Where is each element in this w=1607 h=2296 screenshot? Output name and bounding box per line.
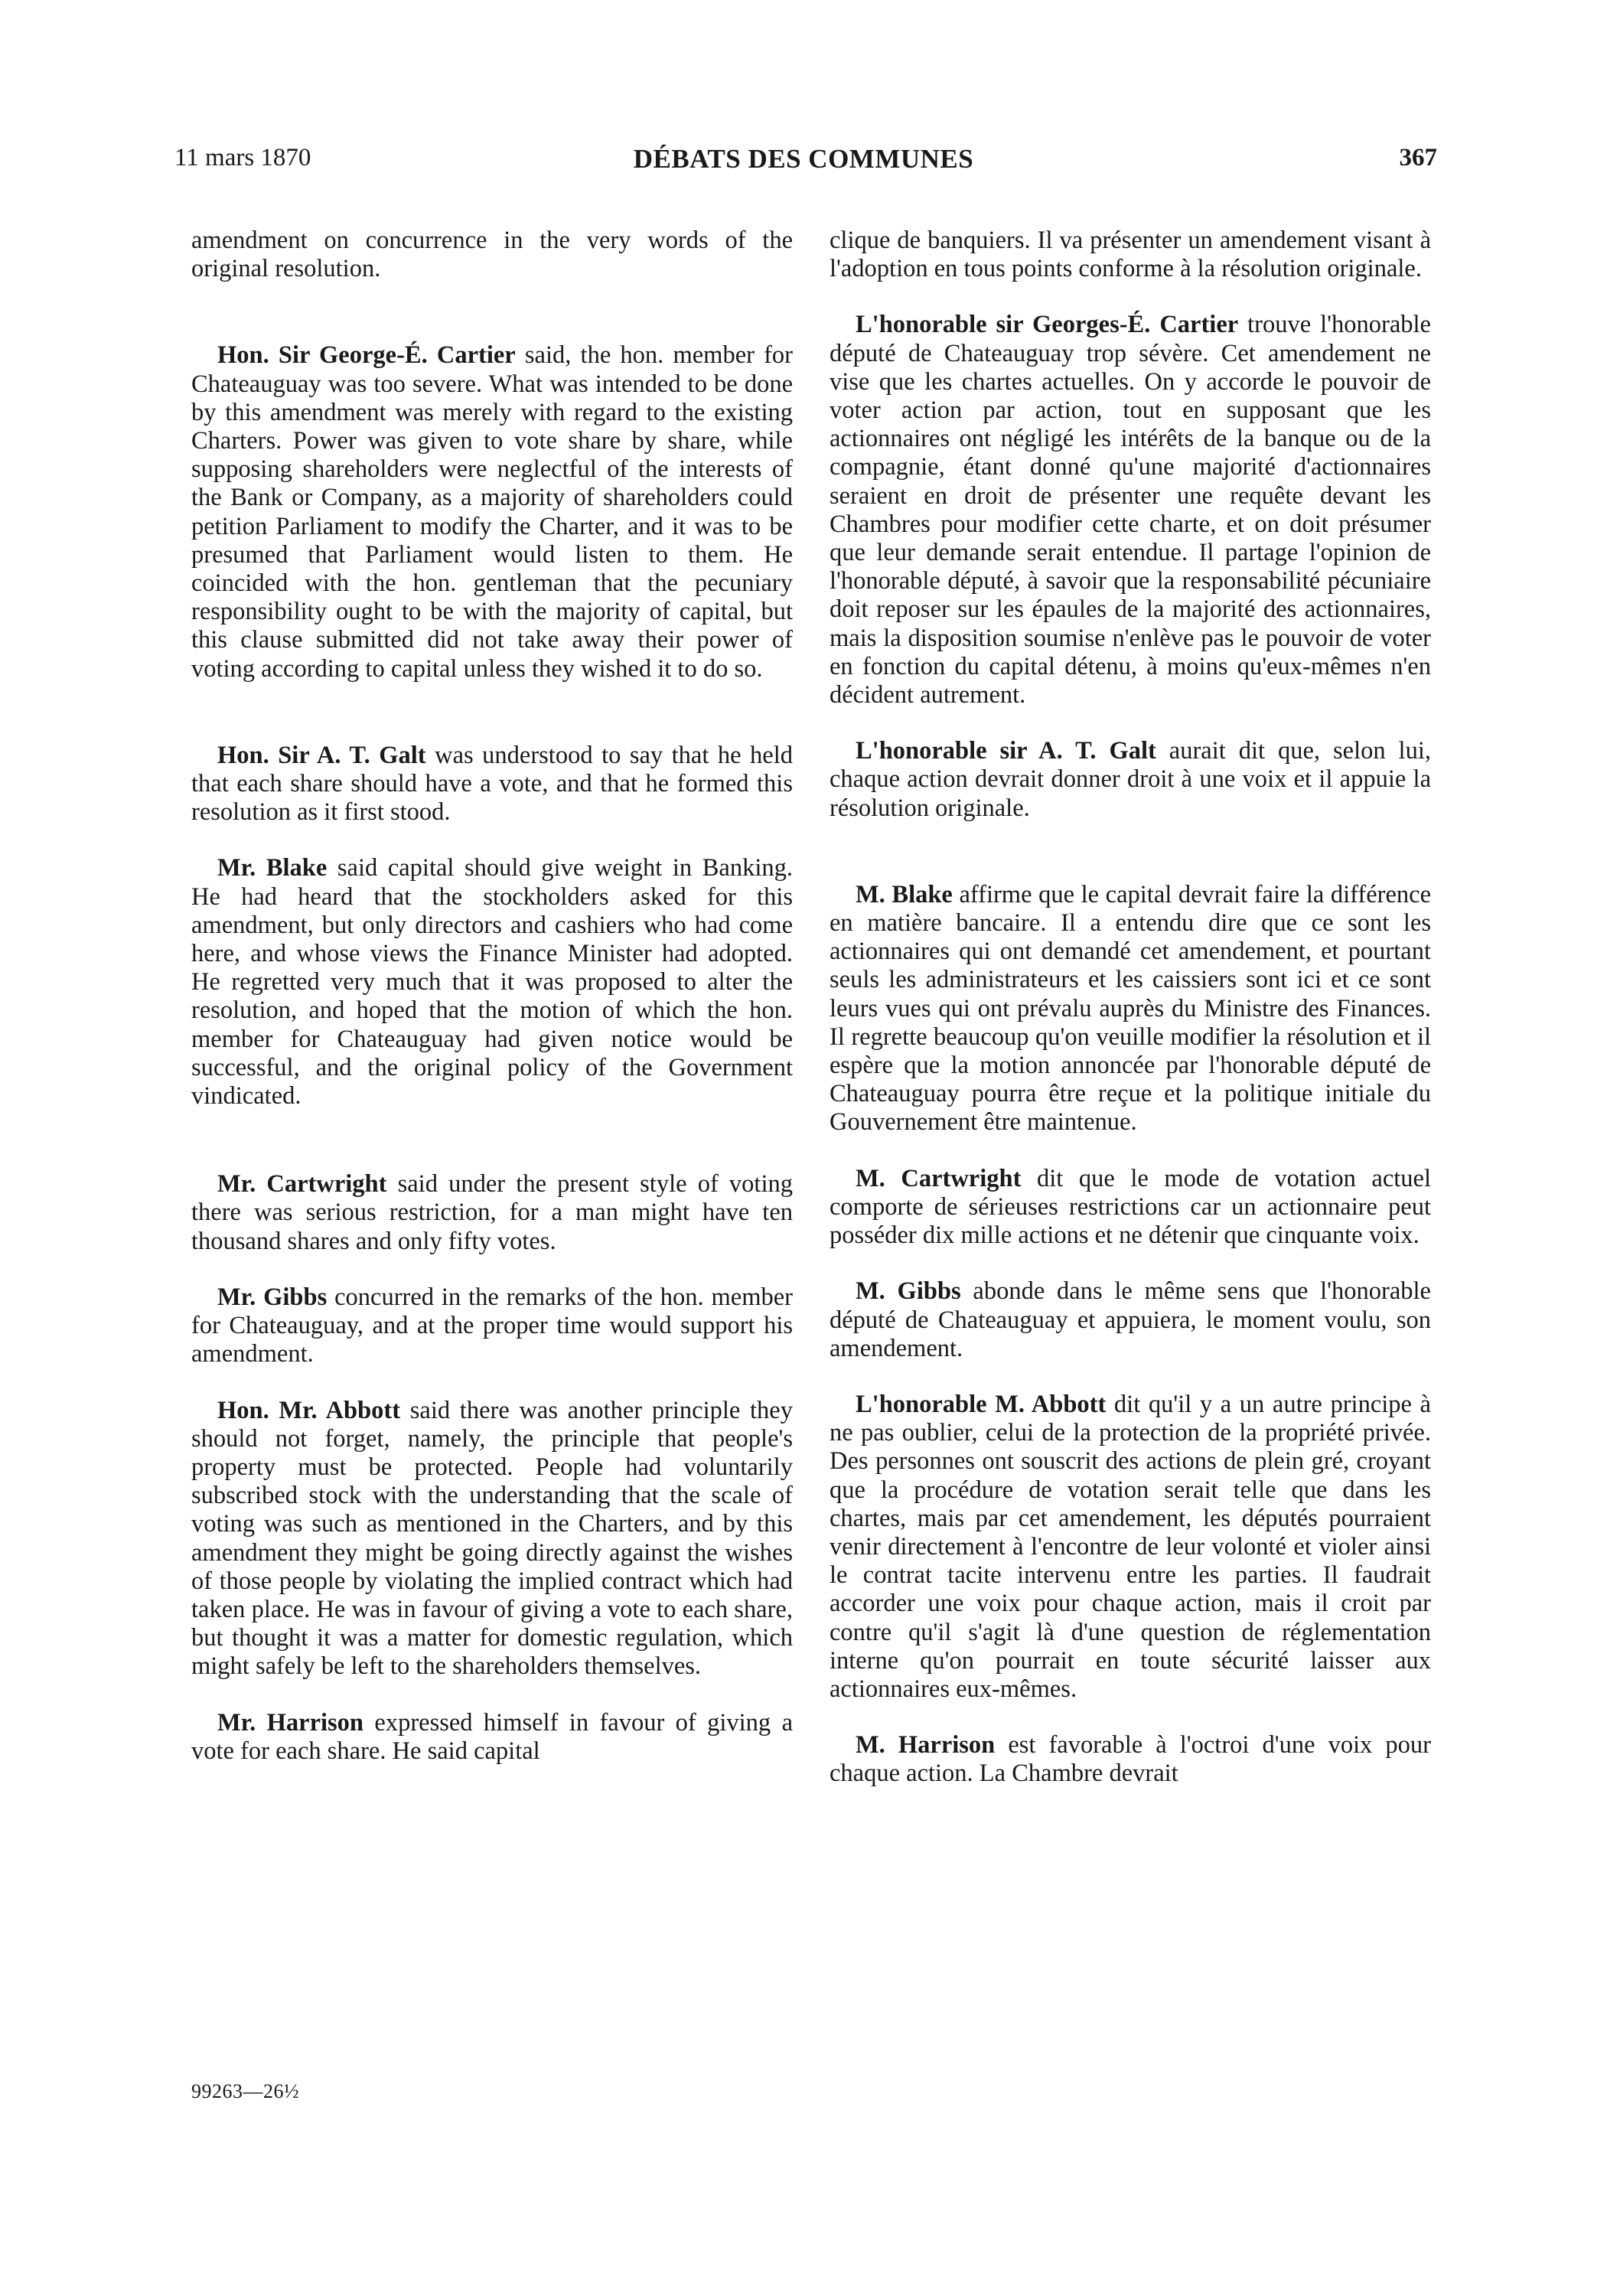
fr-paragraph-0 [830, 227, 1431, 283]
paragraph-text: said, the hon. member for Chateauguay was too severe. What was intended to be done by this amendment was merely with regard to the existing Charters. Power was given to vote share by share, while supposing shareholders were neglectful of the interests of the Bank or Company, as a majority of shareholders could petition Parliament to modify the Charter, and it was to be presumed that Parliament would listen to them. He coincided with the hon. gentleman that the pecuniary responsibility ought to be with the majority of capital, but this clause submitted did not take away their power of voting according to capital unless they wished it to do so. [191, 341, 794, 683]
speaker-name: Mr. Cartwright [217, 1170, 387, 1199]
fr-paragraph-5 [830, 1277, 1431, 1363]
speaker-name: Mr. Blake [217, 854, 328, 882]
fr-paragraph-4 [830, 1165, 1431, 1251]
paragraph-text: clique de banquiers. Il va présenter un amendement visant à l'adoption en tous points conforme à la résolution originale. [830, 227, 1431, 283]
speaker-name: M. Cartwright [856, 1164, 1022, 1192]
fr-paragraph-7 [830, 1731, 1431, 1788]
printer-signature: 99263—26½ [191, 2080, 299, 2102]
en-paragraph-3 [191, 854, 793, 1110]
fr-paragraph-2 [830, 737, 1431, 823]
fr-paragraph-6 [830, 1391, 1431, 1704]
speaker-name: L'honorable M. Abbott [856, 1390, 1107, 1418]
speaker-name: Mr. Harrison [217, 1708, 364, 1737]
speaker-name: Hon. Sir George-É. Cartier [217, 341, 516, 370]
speaker-name: M. Blake [856, 880, 953, 908]
paragraph-text: affirme que le capital devrait faire la différence en matière bancaire. Il a entendu dire que ce sont les actionnaires qui ont demandé cet amendement, et pourtant seuls les administrateurs et les caissiers sont ici et ce sont leurs vues qui ont prévalu auprès du Ministre des Finances. Il regrette beaucoup qu'on veuille modifier la résolution et il espère que la motion annoncée par l'honorable député de Chateauguay pourra être reçue et la politique initiale du Gouvernement être maintenue. [830, 880, 1431, 1137]
en-paragraph-4 [191, 1170, 793, 1256]
paragraph-text: trouve l'honorable député de Chateauguay trop sévère. Cet amendement ne vise que les chartes actuelles. On y accorde le pouvoir de voter action par action, tout en supposant que les actionnaires ont négligé les intérêts de la banque ou de la compagnie, étant donné qu'une majorité d'actionnaires seraient en droit de présenter une requête devant les Chambres pour modifier cette charte, et on doit présumer que leur demande serait entendue. Il partage l'opinion de l'honorable député, à savoir que la responsabilité pécuniaire doit reposer sur les épaules de la majorité des actionnaires, mais la disposition soumise n'enlève pas le pouvoir de voter en fonction du capital détenu, à moins qu'eux-mêmes n'en décident autrement. [830, 311, 1431, 709]
header-title: DÉBATS DES COMMUNES [633, 144, 974, 174]
speaker-name: Mr. Gibbs [217, 1283, 328, 1311]
en-paragraph-7 [191, 1709, 793, 1766]
paragraph-text: aurait dit que, selon lui, chaque action devrait donner droit à une voix et il appuie la résolution originale. [830, 737, 1431, 822]
paragraph-text: was understood to say that he held that each share should have a vote, and that he formed this resolution as it first stood. [191, 741, 793, 827]
en-paragraph-1 [191, 341, 793, 683]
paragraph-text: said there was another principle they should not forget, namely, the principle that people's property must be protected. People had voluntarily subscribed stock with the understanding that the scale of voting was such as mentioned in the Charters, and by this amendment they might be going directly against the wishes of those people by violating the implied contract which had taken place. He was in favour of giving a vote to each share, but thought it was a matter for domestic regulation, which might safely be left to the shareholders themselves. [191, 1396, 793, 1681]
speaker-name: Hon. Mr. Abbott [217, 1396, 401, 1424]
speaker-name: L'honorable sir Georges-É. Cartier [856, 311, 1239, 339]
french-column [830, 227, 1431, 1789]
en-paragraph-5 [191, 1283, 793, 1369]
paragraph-text: amendment on concurrence in the very words of the original resolution. [191, 227, 793, 283]
paragraph-text: expressed himself in favour of giving a vote for each share. He said capital [191, 1708, 793, 1765]
paragraph-text: concurred in the remarks of the hon. member for Chateauguay, and at the proper time would support his amendment. [191, 1283, 793, 1368]
speaker-name: L'honorable sir A. T. Galt [856, 737, 1156, 765]
speaker-name: M. Harrison [856, 1731, 996, 1760]
paragraph-text: est favorable à l'octroi d'une voix pour chaque action. La Chambre devrait [830, 1731, 1431, 1788]
paragraph-text: said under the present style of voting there was serious restriction, for a man might have ten thousand shares and only fifty votes. [191, 1170, 793, 1255]
paragraph-text: dit que le mode de votation actuel comporte de sérieuses restrictions car un actionnaire peut posséder dix mille actions et ne détenir que cinquante voix. [830, 1164, 1431, 1250]
header-date: 11 mars 1870 [174, 144, 311, 171]
page-number: 367 [1399, 144, 1437, 171]
fr-paragraph-3 [830, 881, 1431, 1137]
english-column [191, 227, 793, 1766]
speaker-name: M. Gibbs [856, 1277, 961, 1306]
fr-paragraph-1 [830, 311, 1431, 709]
speaker-name: Hon. Sir A. T. Galt [217, 741, 426, 769]
en-paragraph-2 [191, 742, 793, 827]
paragraph-text: said capital should give weight in Banking. He had heard that the stockholders asked for this amendment, but only directors and cashiers who had come here, and whose views the Finance Minister had adopted. He regretted very much that it was proposed to alter the resolution, and hoped that the motion of which the hon. member for Chateauguay had given notice would be successful, and the original policy of the Government vindicated. [191, 854, 794, 1110]
en-paragraph-0 [191, 227, 793, 283]
paragraph-text: abonde dans le même sens que l'honorable député de Chateauguay et appuiera, le moment voulu, son amendement. [830, 1277, 1431, 1362]
en-paragraph-6 [191, 1397, 793, 1681]
paragraph-text: dit qu'il y a un autre principe à ne pas oublier, celui de la protection de la propriété privée. Des personnes ont souscrit des actions de plein gré, croyant que la procédure de votation serait telle que dans les chartes, mais par cet amendement, les députés pourraient venir directement à l'encontre de leur volonté et violer ainsi le contrat tacite intervenu entre les parties. Il faudrait accorder une voix pour chaque action, mais il croit par contre qu'il s'agit là d'une question de réglementation interne qu'on pourrait en toute sécurité laisser aux actionnaires eux-mêmes. [830, 1390, 1431, 1703]
running-header [0, 144, 1607, 182]
